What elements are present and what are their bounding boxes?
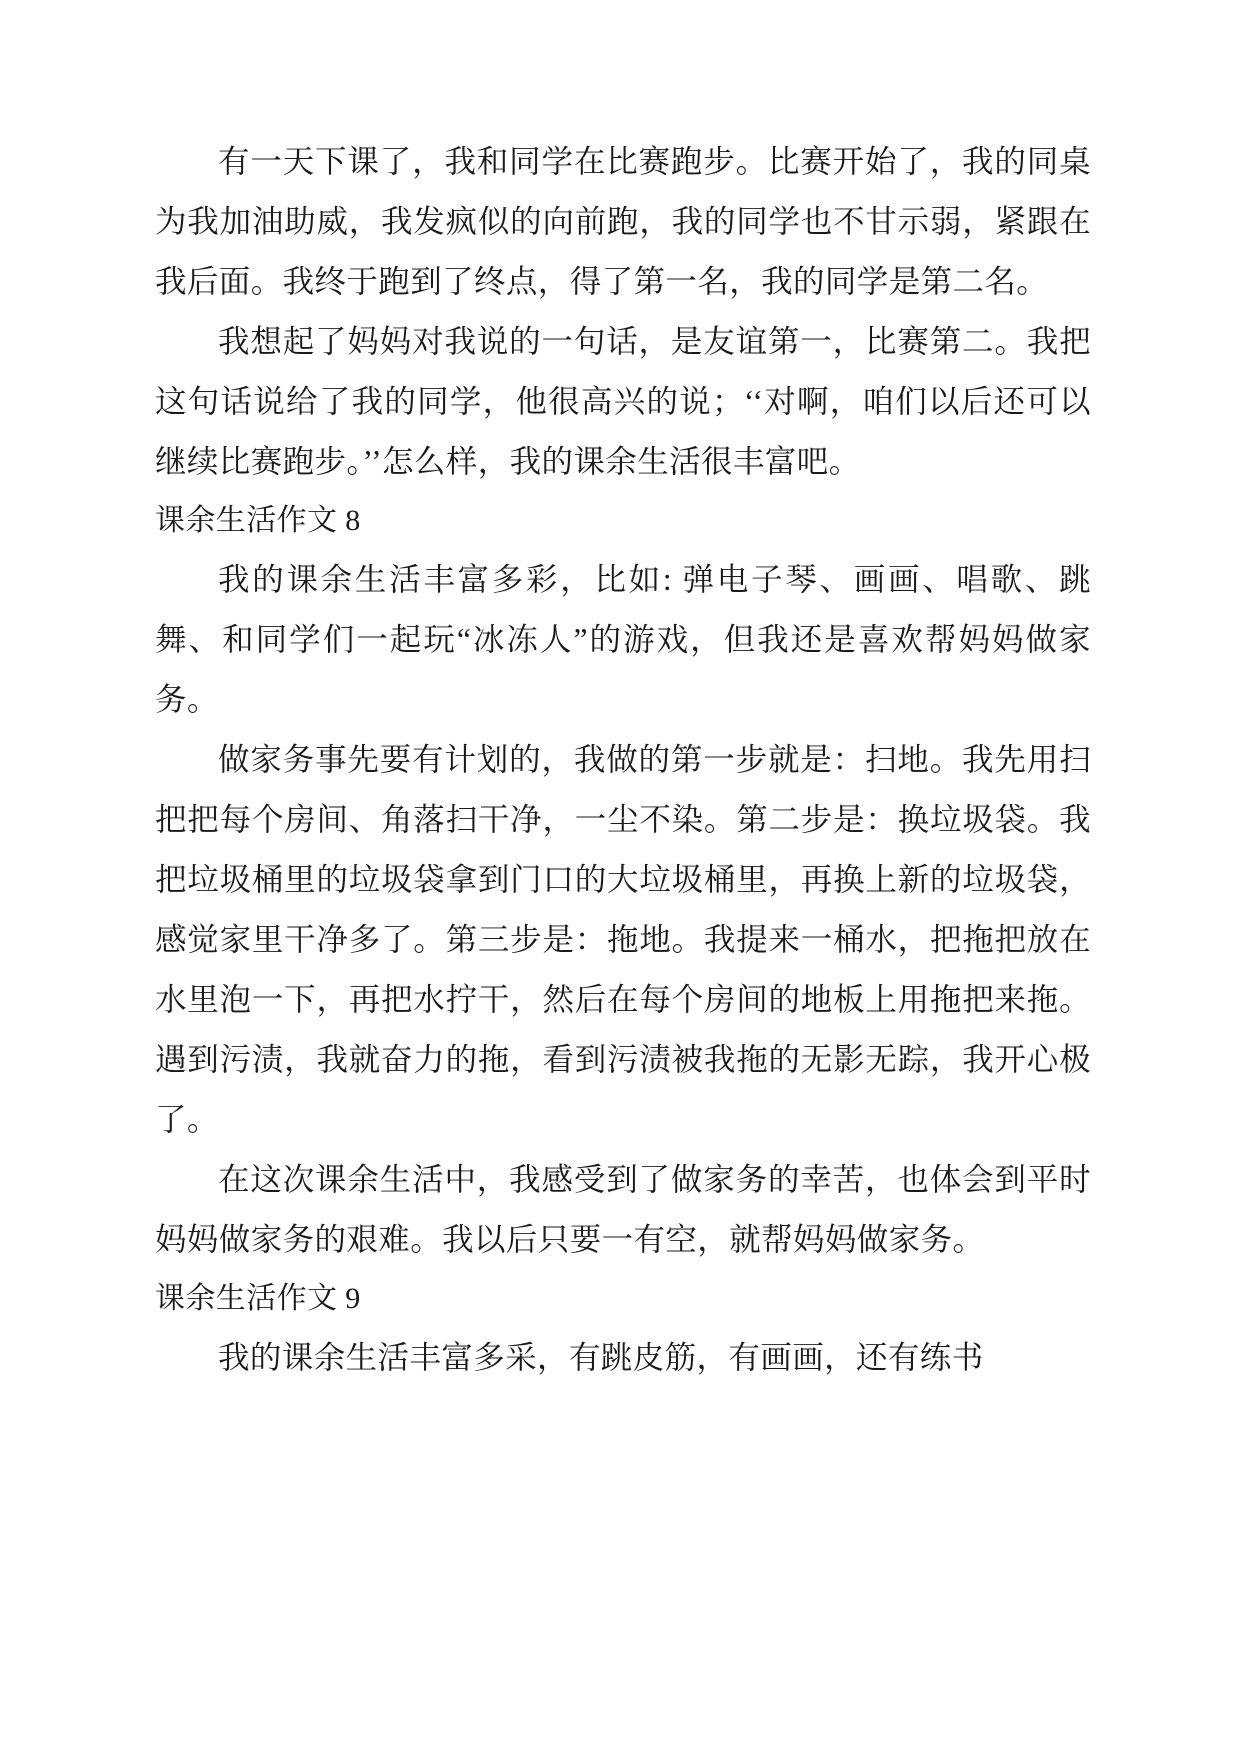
heading-essay-9: 课余生活作文 9 (155, 1282, 361, 1315)
paragraph-essay9-opening: 我的课余生活丰富多采，有跳皮筋，有画画，还有练书 (218, 1340, 984, 1375)
paragraph-hobbies: 我的课余生活丰富多彩，比如: 弹电子琴、画画、唱歌、跳舞、和同学们一起玩“冰冻人”的游戏，但我还是喜欢帮妈妈做家务。 (155, 562, 1091, 717)
heading-essay-8: 课余生活作文 8 (155, 504, 361, 537)
document-body (155, 132, 1091, 1388)
paragraph-race: 有一天下课了，我和同学在比赛跑步。比赛开始了，我的同桌为我加油助威，我发疯似的向前跑，我的同学也不甘示弱，紧跟在我后面。我终于跑到了终点，得了第一名，我的同学是第二名。 (155, 144, 1091, 299)
paragraph-reflection: 在这次课余生活中，我感受到了做家务的幸苦，也体会到平时妈妈做家务的艰难。我以后只要一有空，就帮妈妈做家务。 (155, 1162, 1091, 1257)
paragraph-friendship: 我想起了妈妈对我说的一句话，是友谊第一，比赛第二。我把这句话说给了我的同学，他很高兴的说；‘‘对啊，咱们以后还可以继续比赛跑步。’’怎么样，我的课余生活很丰富吧。 (155, 324, 1091, 479)
paragraph-housework-steps: 做家务事先要有计划的，我做的第一步就是：扫地。我先用扫把把每个房间、角落扫干净，一尘不染。第二步是：换垃圾袋。我把垃圾桶里的垃圾袋拿到门口的大垃圾桶里，再换上新的垃圾袋，感觉家里干净多了。第三步是：拖地。我提来一桶水，把拖把放在水里泡一下，再把水拧干，然后在每个房间的地板上用拖把来拖。遇到污渍，我就奋力的拖，看到污渍被我拖的无影无踪，我开心极了。 (155, 742, 1091, 1137)
